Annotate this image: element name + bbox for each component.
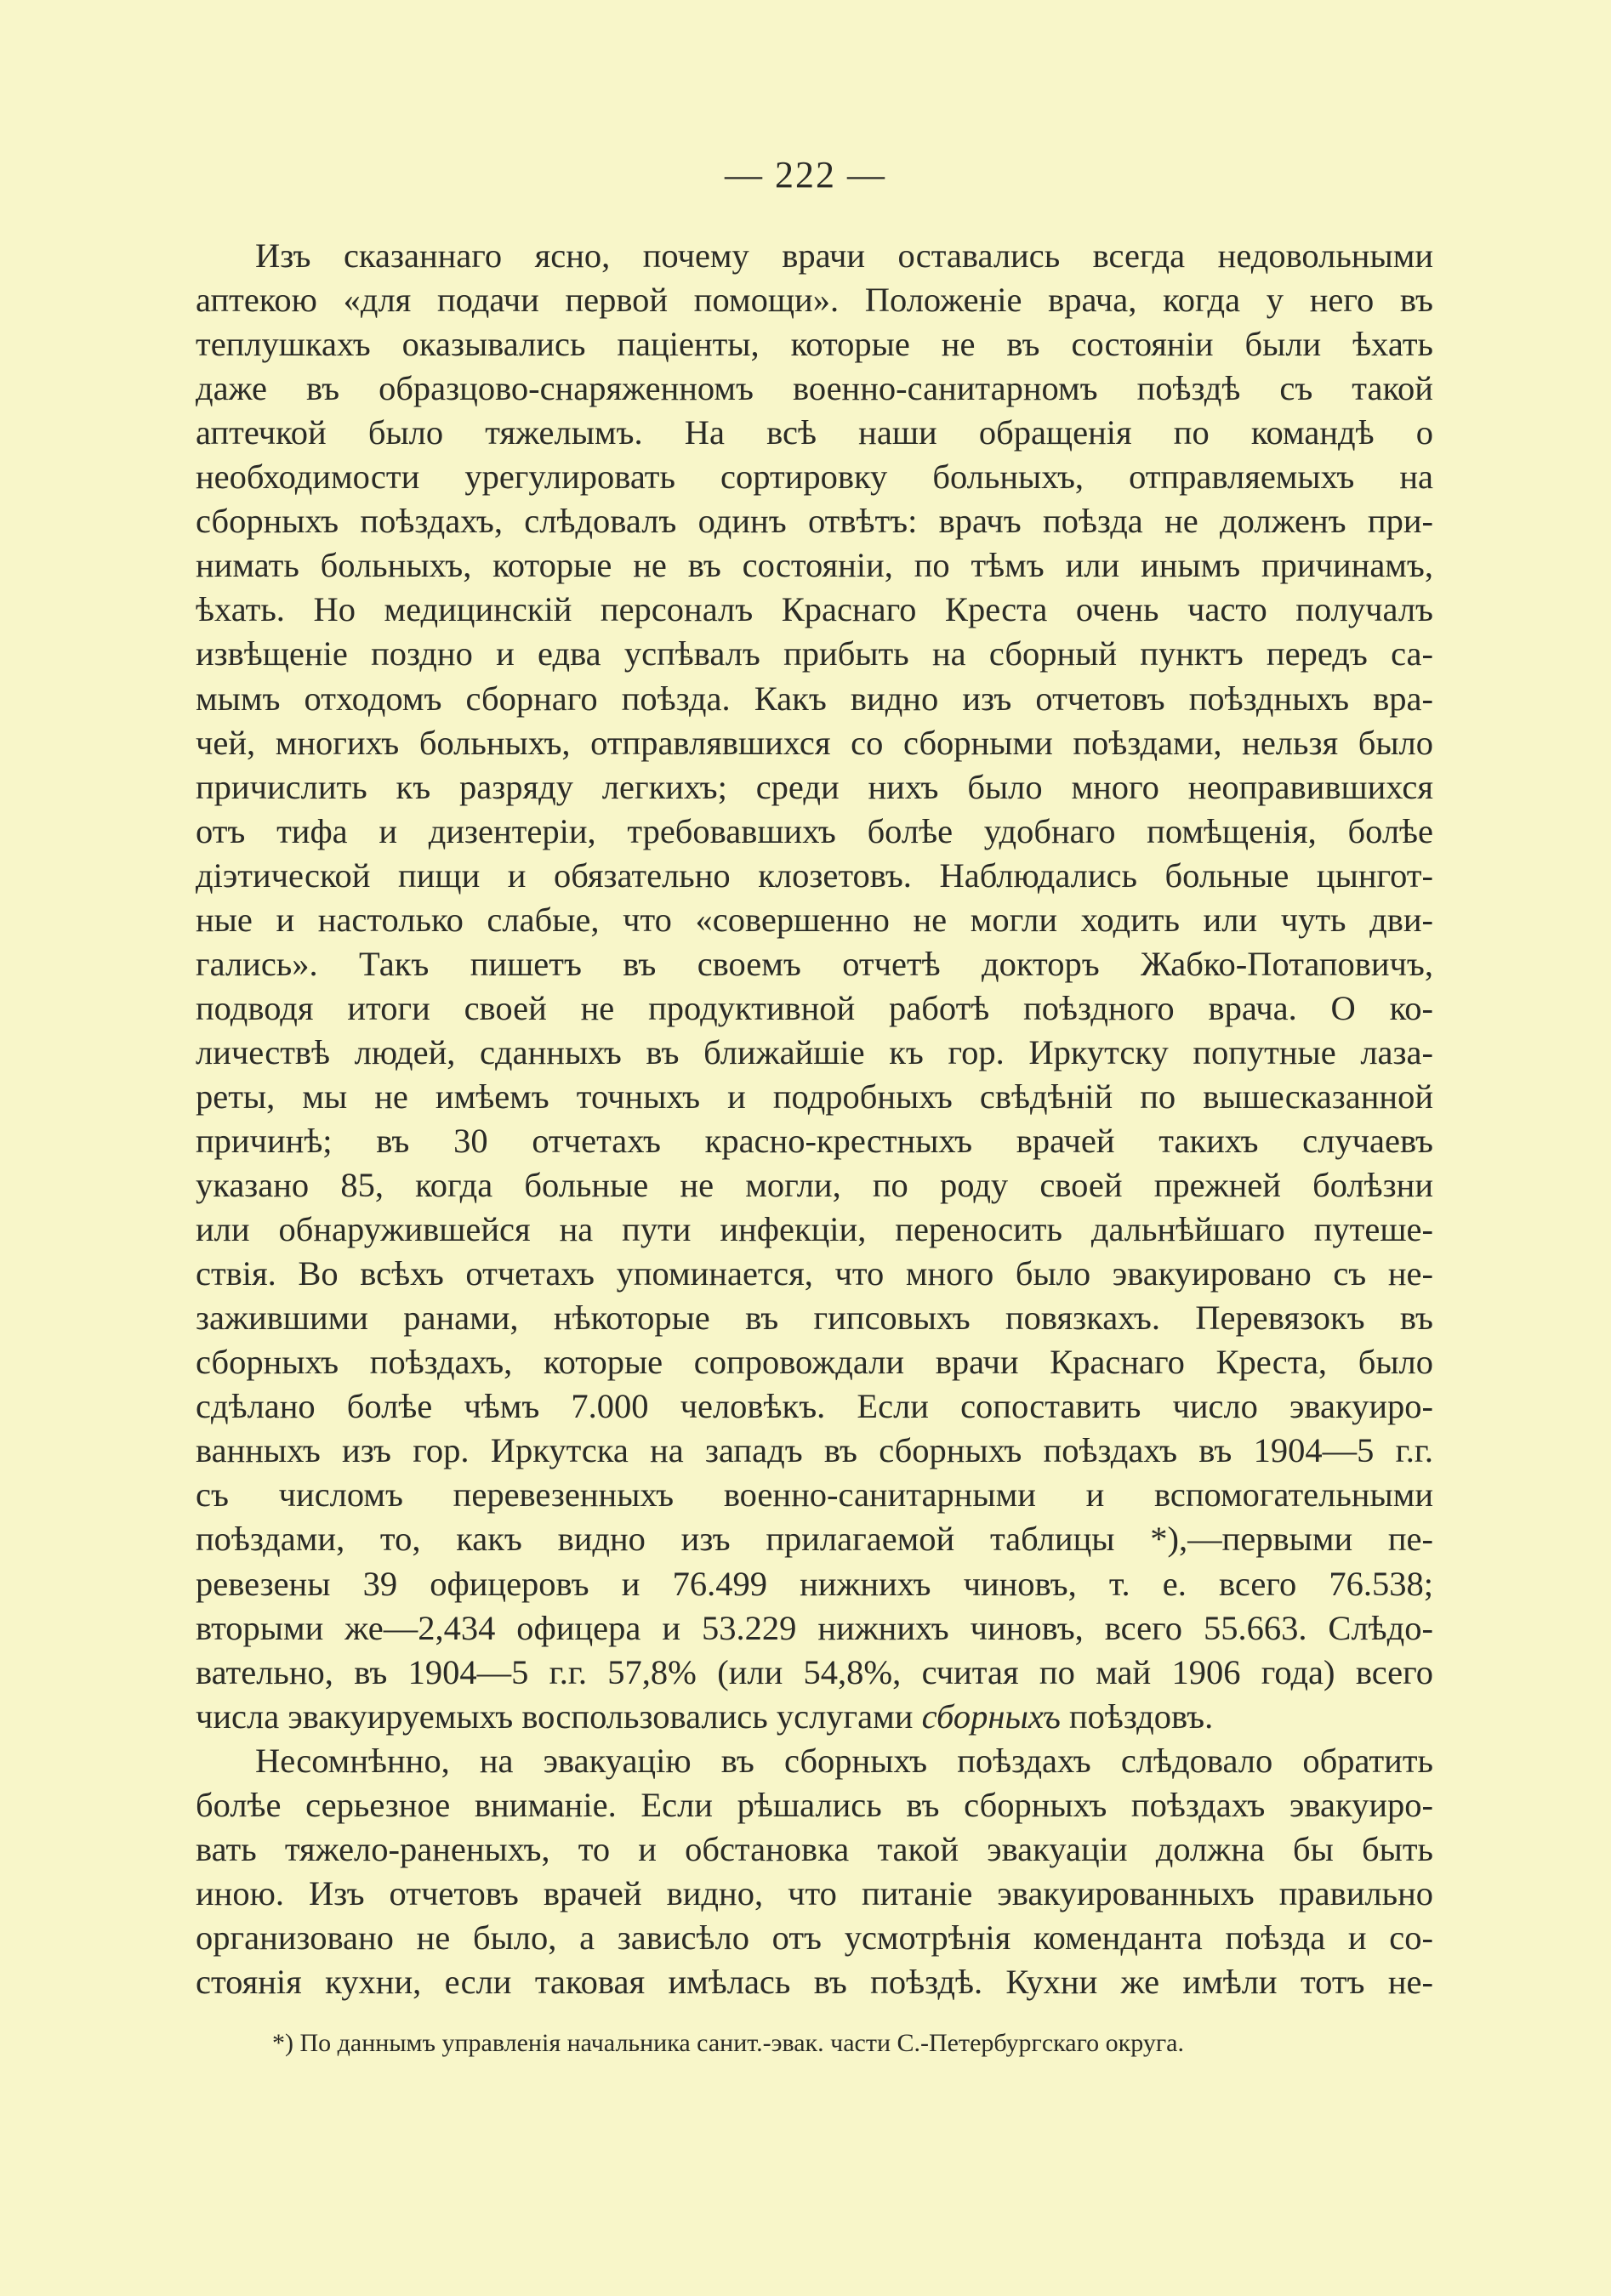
text-line: зажившими ранами, нѣкоторые въ гипсовыхъ повязкахъ. Перевязокъ въ [196,1299,1433,1338]
text-line: ѣхать. Но медицинскій персоналъ Краснаго Креста очень часто получалъ [196,590,1433,629]
text-line: гались». Такъ пишетъ въ своемъ отчетѣ докторъ Жабко-Потаповичъ, [196,944,1433,983]
text-line: даже въ образцово-снаряженномъ военно-санитарномъ поѣздѣ съ такой [196,369,1433,408]
text-line: аптекою «для подачи первой помощи». Положеніе врача, когда у него въ [196,281,1433,320]
text-line: Несомнѣнно, на эвакуацію въ сборныхъ поѣздахъ слѣдовало обратить [255,1741,1433,1780]
text-line: сборныхъ поѣздахъ, которые сопровождали врачи Краснаго Креста, было [196,1343,1433,1382]
text-line: иною. Изъ отчетовъ врачей видно, что питаніе эвакуированныхъ правильно [196,1873,1433,1912]
footnote: *) По даннымъ управленія начальника санит.-эвак. части С.-Петербургскаго округа. [272,2029,1184,2057]
text-line: или обнаружившейся на пути инфекціи, переносить дальнѣйшаго путеше- [196,1210,1433,1249]
text-line: отъ тифа и дизентеріи, требовавшихъ болѣе удобнаго помѣщенія, болѣе [196,811,1433,850]
page-number: — 222 — [725,154,886,196]
text-line: ревезены 39 офицеровъ и 76.499 нижнихъ чиновъ, т. е. всего 76.538; [196,1564,1433,1603]
text-line: съ числомъ перевезенныхъ военно-санитарными и вспомогательными [196,1475,1433,1515]
text-line: стоянія кухни, если таковая имѣлась въ поѣздѣ. Кухни же имѣли тотъ не- [196,1962,1433,2001]
text-line: поѣздами, то, какъ видно изъ прилагаемой таблицы *),—первыми пе- [196,1520,1433,1559]
text-line: подводя итоги своей не продуктивной работѣ поѣздного врача. О ко- [196,988,1433,1027]
text-line: необходимости урегулировать сортировку больныхъ, отправляемыхъ на [196,457,1433,497]
text-line: вторыми же—2,434 офицера и 53.229 нижнихъ чиновъ, всего 55.663. Слѣдо- [196,1608,1433,1647]
text-span: поѣздовъ. [1060,1696,1214,1736]
text-line: мымъ отходомъ сборнаго поѣзда. Какъ видно изъ отчетовъ поѣздныхъ вра- [196,679,1433,718]
text-line: организовано не было, а зависѣло отъ усмотрѣнія коменданта поѣзда и со- [196,1918,1433,1957]
text-line: вательно, въ 1904—5 г.г. 57,8% (или 54,8%, считая по май 1906 года) всего [196,1652,1433,1691]
text-line: чей, многихъ больныхъ, отправлявшихся со сборными поѣздами, нельзя было [196,723,1433,762]
text-line: Изъ сказаннаго ясно, почему врачи оставались всегда недовольными [255,236,1433,275]
italic-word: сборныхъ [921,1696,1061,1736]
text-line: аптечкой было тяжелымъ. На всѣ наши обращенія по командѣ о [196,413,1433,452]
text-line: вать тяжело-раненыхъ, то и обстановка такой эвакуаціи должна бы быть [196,1829,1433,1868]
text-line: теплушкахъ оказывались паціенты, которые не въ состояніи были ѣхать [196,325,1433,364]
text-line: сдѣлано болѣе чѣмъ 7.000 человѣкъ. Если сопоставить число эвакуиро- [196,1387,1433,1426]
text-line: болѣе серьезное вниманіе. Если рѣшались въ сборныхъ поѣздахъ эвакуиро- [196,1785,1433,1824]
text-line: сборныхъ поѣздахъ, слѣдовалъ одинъ отвѣтъ: врачъ поѣзда не долженъ при- [196,502,1433,541]
text-line: ные и настолько слабые, что «совершенно не могли ходить или чуть дви- [196,900,1433,939]
text-line: причислить къ разряду легкихъ; среди нихъ было много неоправившихся [196,767,1433,806]
text-line: реты, мы не имѣемъ точныхъ и подробныхъ свѣдѣній по вышесказанной [196,1077,1433,1116]
text-span: числа эвакуируемыхъ воспользовались услугами [196,1696,922,1736]
text-line: нимать больныхъ, которые не въ состояніи, по тѣмъ или инымъ причинамъ, [196,546,1433,585]
text-line-last [196,1695,1433,1739]
text-line: діэтической пищи и обязательно клозетовъ. Наблюдались больные цынгот- [196,855,1433,895]
text-line: указано 85, когда больные не могли, по роду своей прежней болѣзни [196,1166,1433,1205]
text-line: ванныхъ изъ гор. Иркутска на западъ въ сборныхъ поѣздахъ въ 1904—5 г.г. [196,1431,1433,1470]
text-line: личествѣ людей, сданныхъ въ ближайшіе къ гор. Иркутску попутные лаза- [196,1032,1433,1071]
text-line: извѣщеніе поздно и едва успѣвалъ прибыть на сборный пунктъ передъ са- [196,634,1433,673]
text-line: ствія. Во всѣхъ отчетахъ упоминается, что много было эвакуировано съ не- [196,1254,1433,1293]
text-line: причинѣ; въ 30 отчетахъ красно-крестныхъ врачей такихъ случаевъ [196,1122,1433,1160]
